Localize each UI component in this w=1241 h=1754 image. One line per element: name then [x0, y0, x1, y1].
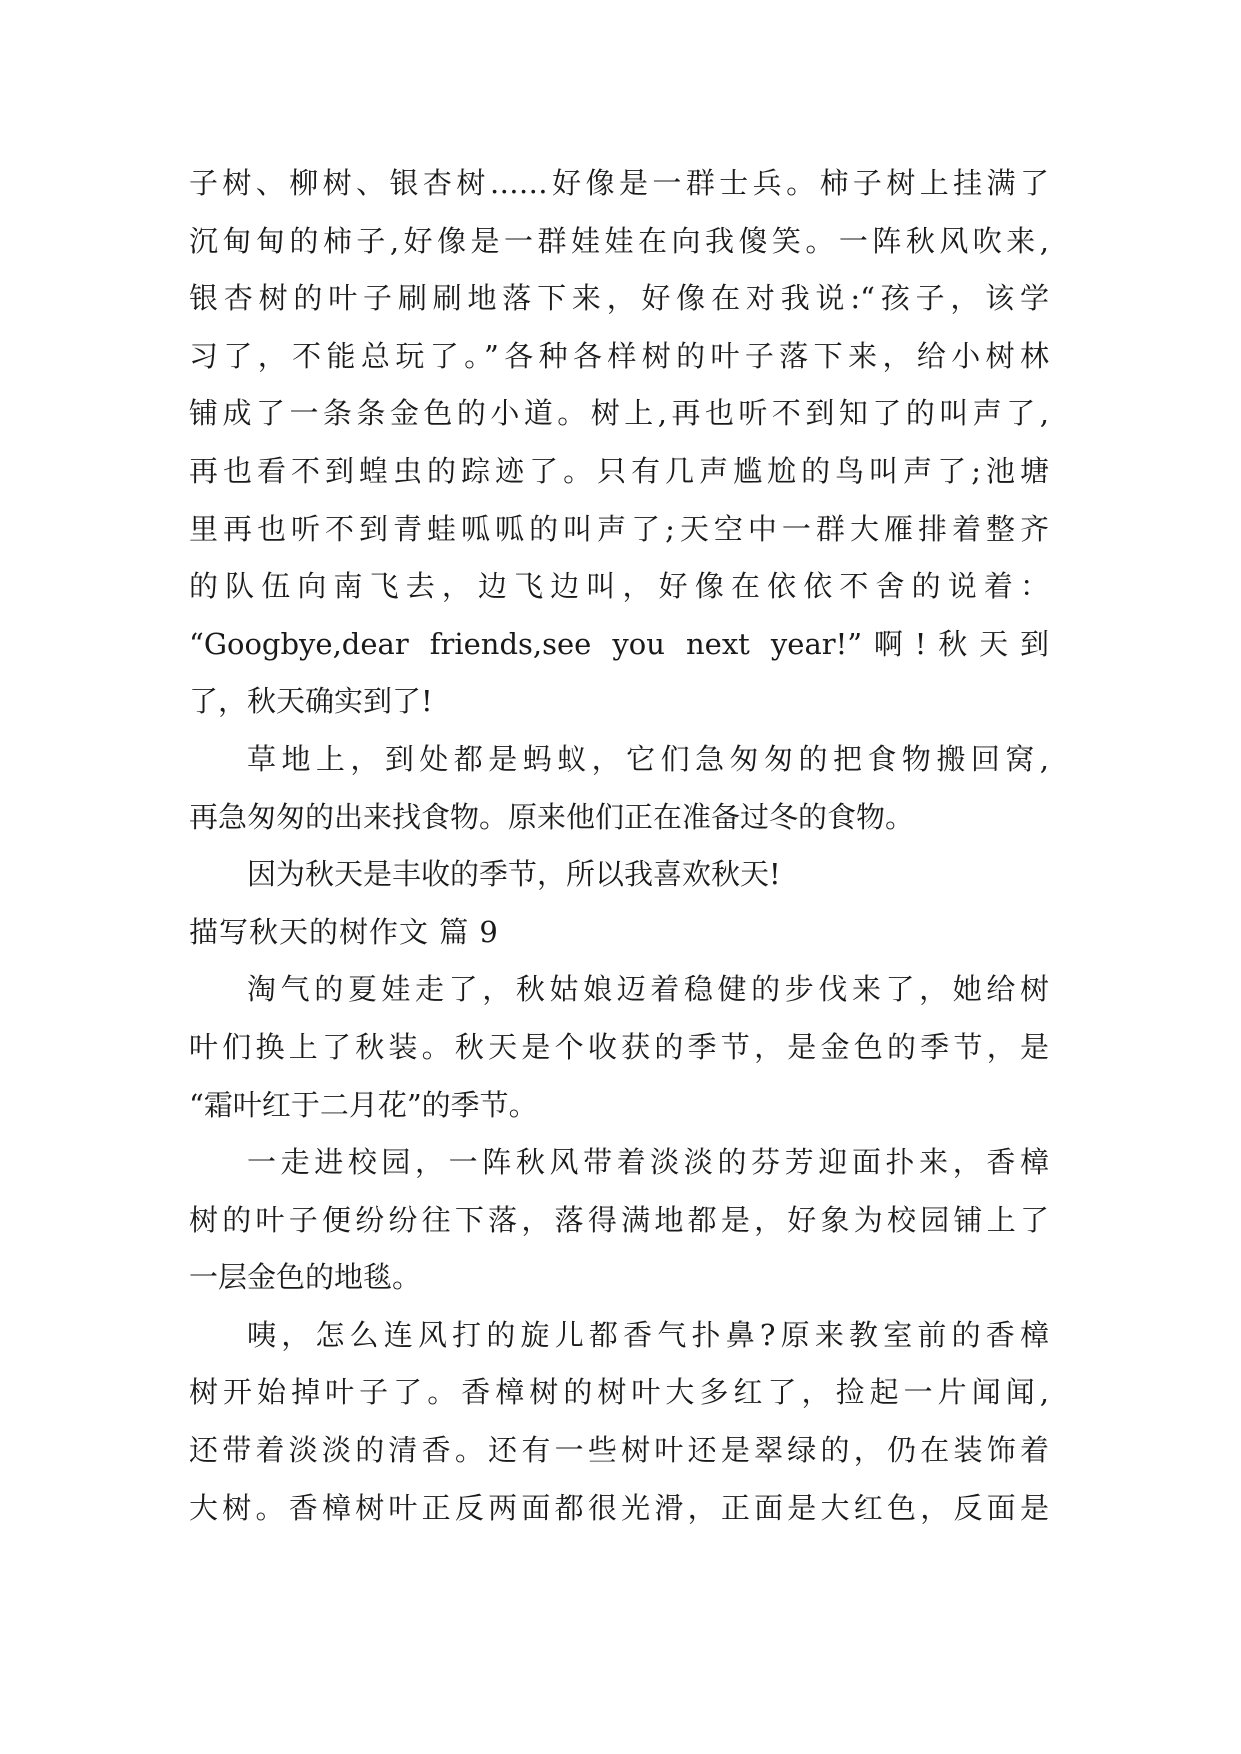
text-line: 再急匆匆的出来找食物。原来他们正在准备过冬的食物。	[189, 799, 915, 834]
text-line: 的队伍向南飞去，边飞边叫，好像在依依不舍的说着：	[189, 569, 1049, 604]
section-heading: 描写秋天的树作文 篇 9	[189, 914, 499, 949]
paragraph-first-line: 一走进校园，一阵秋风带着淡淡的芬芳迎面扑来，香樟	[247, 1145, 1049, 1180]
paragraph-first-line: 淘气的夏娃走了，秋姑娘迈着稳健的步伐来了，她给树	[247, 972, 1049, 1007]
text-line: 子树、柳树、银杏树……好像是一群士兵。柿子树上挂满了	[189, 166, 1049, 200]
text-line: 叶们换上了秋装。秋天是个收获的季节，是金色的季节，是	[189, 1029, 1049, 1064]
text-line: 树开始掉叶子了。香樟树的树叶大多红了，捡起一片闻闻,	[189, 1375, 1049, 1410]
paragraph-first-line: 咦，怎么连风打的旋儿都香气扑鼻?原来教室前的香樟	[247, 1317, 1049, 1352]
document-body	[189, 155, 1049, 1537]
text-line: 再也看不到蝗虫的踪迹了。只有几声尴尬的鸟叫声了;池塘	[189, 453, 1049, 488]
text-line: 里再也听不到青蛙呱呱的叫声了;天空中一群大雁排着整齐	[189, 511, 1049, 546]
text-line: 了，秋天确实到了!	[189, 684, 433, 719]
text-line: 沉甸甸的柿子,好像是一群娃娃在向我傻笑。一阵秋风吹来,	[189, 223, 1049, 258]
text-line: 银杏树的叶子刷刷地落下来，好像在对我说:“孩子，该学	[189, 281, 1049, 316]
text-line: 一层金色的地毯。	[189, 1260, 422, 1295]
text-line: 还带着淡淡的清香。还有一些树叶还是翠绿的，仍在装饰着	[189, 1433, 1049, 1468]
text-line: “Googbye,dear friends,see you next year!”啊!秋天到	[189, 626, 1049, 661]
text-line: 树的叶子便纷纷往下落，落得满地都是，好象为校园铺上了	[189, 1202, 1049, 1237]
text-line: 习了，不能总玩了。”各种各样树的叶子落下来，给小树林	[189, 338, 1049, 373]
text-line: 铺成了一条条金色的小道。树上,再也听不到知了的叫声了,	[189, 396, 1049, 431]
paragraph-first-line: 草地上，到处都是蚂蚁，它们急匆匆的把食物搬回窝,	[247, 741, 1049, 776]
paragraph-first-line: 因为秋天是丰收的季节，所以我喜欢秋天!	[247, 857, 781, 892]
text-line: “霜叶红于二月花”的季节。	[189, 1087, 538, 1122]
text-line: 大树。香樟树叶正反两面都很光滑，正面是大红色，反面是	[189, 1490, 1049, 1525]
